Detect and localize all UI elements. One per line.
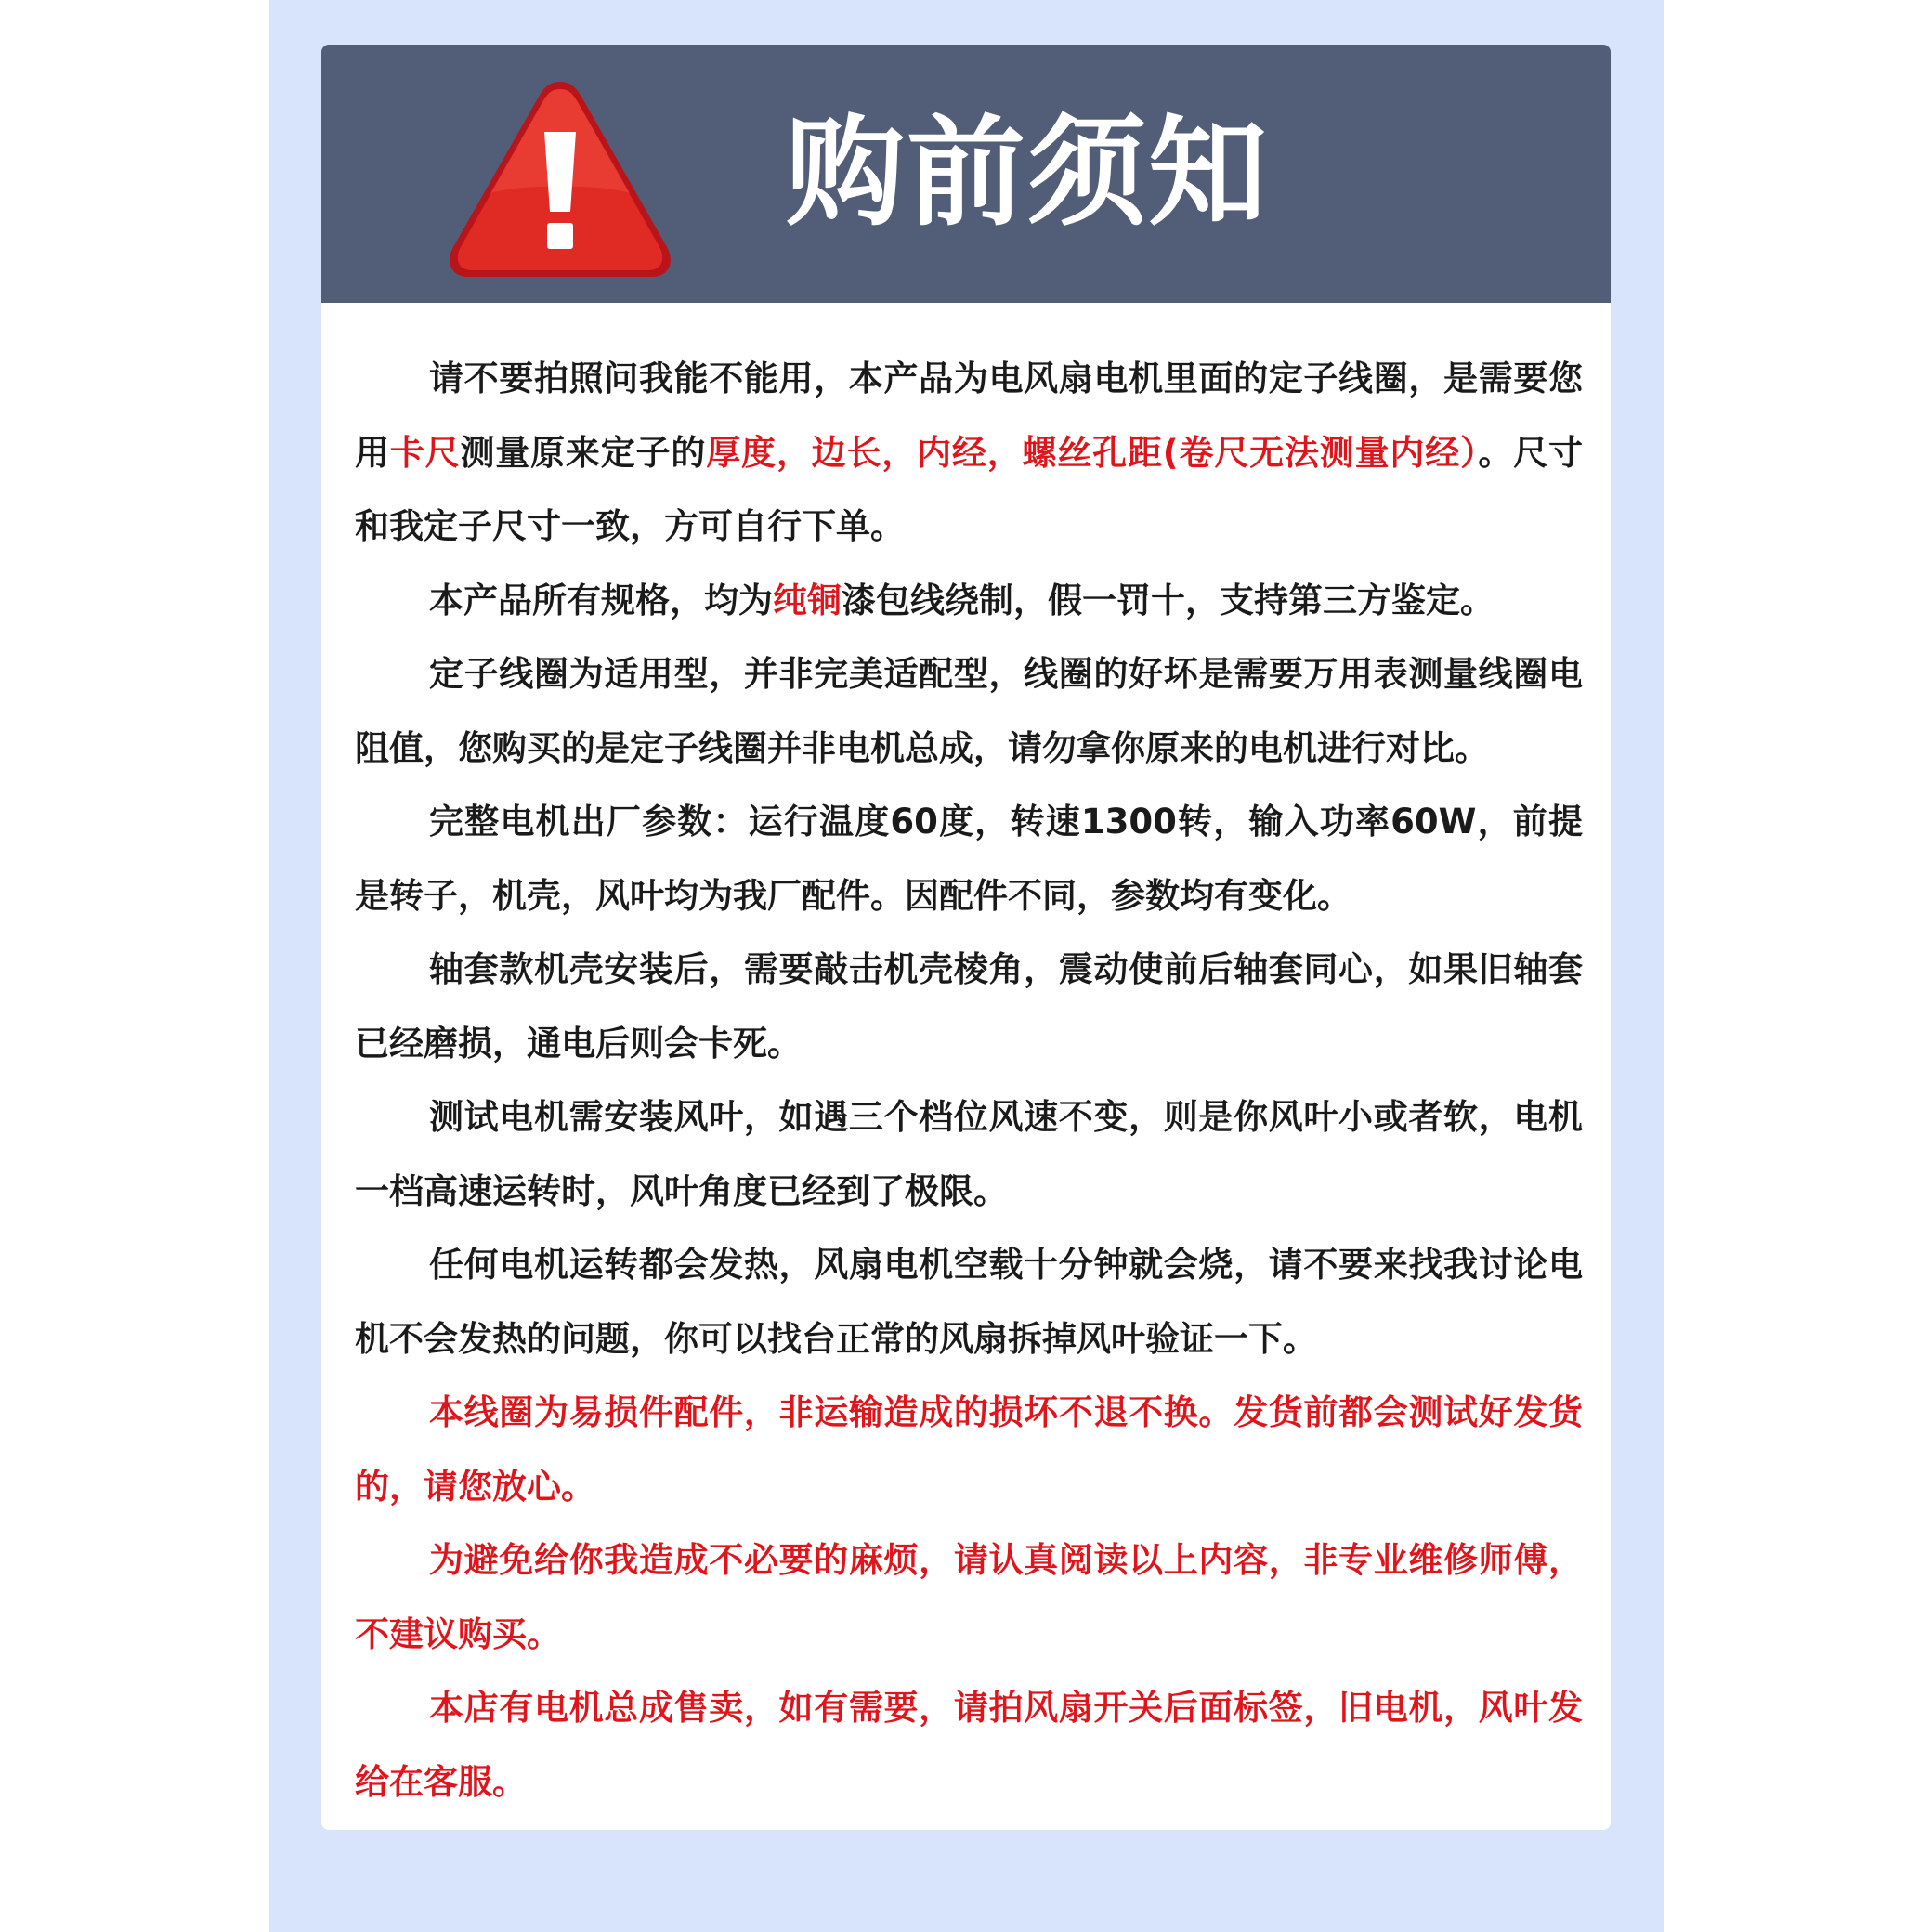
warning-paragraph: 为避免给你我造成不必要的麻烦，请认真阅读以上内容，非专业维修师傅，不建议购买。: [355, 1540, 1583, 1654]
notice-content: [355, 342, 1583, 1819]
warning-triangle-icon: [444, 74, 676, 283]
paragraph-text: 漆包线绕制，假一罚十，支持第三方鉴定。: [842, 580, 1495, 620]
notice-card: [321, 45, 1611, 1830]
notice-paragraph: 轴套款机壳安装后，需要敲击机壳棱角，震动使前后轴套同心，如果旧轴套已经磨损，通电后则会卡死。: [355, 949, 1583, 1064]
notice-paragraph: 完整电机出厂参数：运行温度60度，转速1300转，输入功率60W，前提是转子，机壳，风叶均为我厂配件。因配件不同，参数均有变化。: [355, 802, 1583, 916]
page-title: 购前须知: [786, 104, 1270, 242]
notice-header: [321, 45, 1611, 303]
highlight-text: 厚度，边长，内经，螺丝孔距(卷尺无法测量内经）: [706, 432, 1479, 473]
paragraph-text: 本产品所有规格，均为: [429, 580, 773, 620]
paragraph-text: 。尺寸和我定子尺寸一致，方可自行下单。: [355, 432, 1584, 546]
notice-paragraph: [355, 342, 1583, 564]
notice-paragraph: 测试电机需安装风叶，如遇三个档位风速不变，则是你风叶小或者软，电机一档高速运转时，风叶角度已经到了极限。: [355, 1097, 1583, 1211]
notice-paragraph: 任何电机运转都会发热，风扇电机空载十分钟就会烧，请不要来找我讨论电机不会发热的问题，你可以找台正常的风扇拆掉风叶验证一下。: [355, 1245, 1583, 1359]
notice-paragraph: 定子线圈为适用型，并非完美适配型，线圈的好坏是需要万用表测量线圈电阻值，您购买的是定子线圈并非电机总成，请勿拿你原来的电机进行对比。: [355, 654, 1583, 768]
highlight-text: 卡尺: [389, 432, 461, 473]
highlight-text: 纯铜: [773, 580, 842, 620]
warning-paragraph: 本线圈为易损件配件，非运输造成的损坏不退不换。发货前都会测试好发货的，请您放心。: [355, 1392, 1583, 1507]
paragraph-text: 请不要拍照问我能不能用，本产品为电风扇电机里面的定子线圈，是需要您用: [355, 359, 1583, 473]
notice-paragraph: [355, 564, 1583, 638]
paragraph-text: 测量原来定子的: [460, 432, 707, 473]
warning-paragraph: 本店有电机总成售卖，如有需要，请拍风扇开关后面标签，旧电机，风叶发给在客服。: [355, 1688, 1583, 1802]
